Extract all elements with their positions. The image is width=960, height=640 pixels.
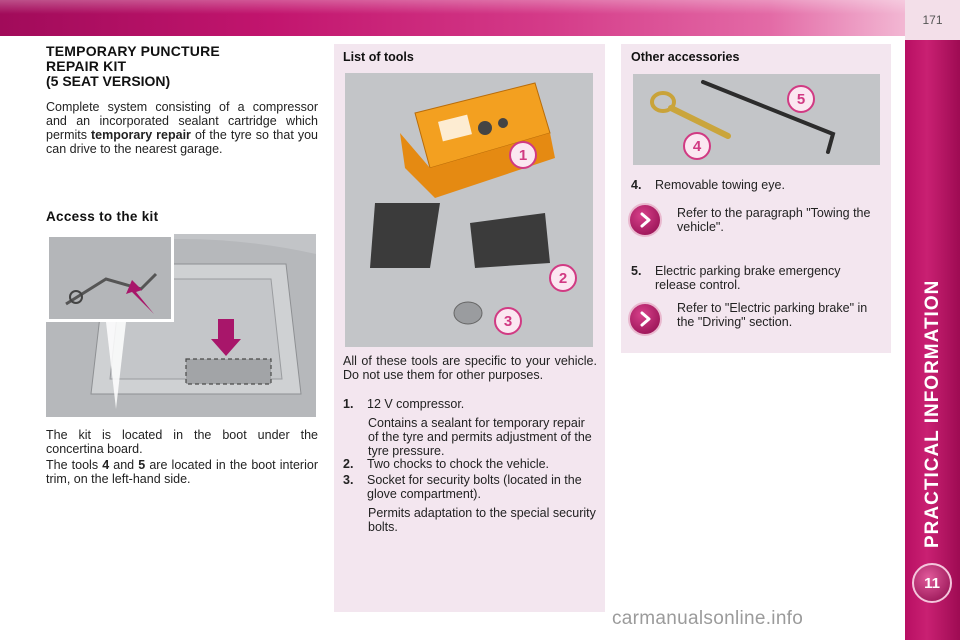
- tools-text-a: The tools: [46, 458, 103, 472]
- tool-3-detail: Permits adaptation to the special security bolts.: [368, 506, 596, 534]
- title-line-2: REPAIR KIT: [46, 58, 127, 74]
- accessory-4-reference: Refer to the paragraph "Towing the vehicle".: [677, 206, 871, 234]
- callout-3: 3: [503, 313, 513, 330]
- boot-location-text: The kit is located in the boot under the concertina board.: [46, 428, 318, 456]
- tool-3-num: 3.: [343, 473, 354, 487]
- tools-num-4: 4: [102, 458, 110, 472]
- accessory-5-reference: Refer to "Electric parking brake" in the "Driving" section.: [677, 301, 868, 329]
- intro-text-a: Complete system consisting of a compressor and an incorporated sealant cartridge which permits: [46, 100, 318, 142]
- page-number-box: [905, 0, 960, 40]
- accessory-item-4: [631, 178, 883, 192]
- accessory-4-label: Removable towing eye.: [655, 178, 785, 192]
- page-number: 171: [922, 13, 943, 27]
- header-band: [0, 0, 905, 36]
- intro-paragraph: [46, 100, 318, 156]
- section-title: [46, 44, 318, 89]
- reference-arrow-icon: [628, 302, 662, 336]
- access-heading: Access to the kit: [46, 209, 159, 224]
- intro-text-b: of the tyre so that you can drive to the nearest garage.: [46, 128, 318, 156]
- tool-2-label: Two chocks to chock the vehicle.: [367, 457, 550, 471]
- tools-photo: [345, 73, 593, 347]
- tool-item-2: [343, 457, 597, 471]
- accessories-photo: [633, 74, 880, 165]
- chapter-title: PRACTICAL INFORMATION: [922, 279, 943, 548]
- tools-list-heading: List of tools: [343, 50, 414, 64]
- accessory-4-num: 4.: [631, 178, 642, 192]
- accessories-heading: Other accessories: [631, 50, 740, 64]
- callout-1: 1: [518, 147, 528, 164]
- accessory-5-label: Electric parking brake emergency release control.: [655, 264, 841, 292]
- watermark: carmanualsonline.info: [612, 608, 804, 629]
- tool-2-num: 2.: [343, 457, 354, 471]
- title-subtitle: (5 SEAT VERSION): [46, 73, 171, 89]
- tool-3-label: Socket for security bolts (located in the glove compartment).: [367, 473, 582, 501]
- title-line-1: TEMPORARY PUNCTURE: [46, 43, 220, 59]
- tool-1-label: 12 V compressor.: [367, 397, 465, 411]
- chapter-number-badge: [912, 563, 952, 603]
- tools-text-c: are located in the boot interior trim, on the left-hand side.: [46, 458, 318, 486]
- callout-5: 5: [796, 91, 806, 108]
- callout-2: 2: [558, 270, 568, 287]
- chapter-number: 11: [924, 574, 940, 592]
- tool-item-1: [343, 397, 597, 458]
- tool-1-num: 1.: [343, 397, 354, 411]
- reference-arrow-icon: [628, 203, 662, 237]
- tools-location-text: [46, 458, 318, 486]
- boot-photo: [46, 234, 316, 417]
- tools-intro: All of these tools are specific to your vehicle. Do not use them for other purposes.: [343, 354, 597, 382]
- tool-item-3: [343, 473, 597, 534]
- callout-4: 4: [692, 138, 702, 155]
- tool-1-detail: Contains a sealant for temporary repair of the tyre and permits adjustment of the tyre pressure.: [368, 416, 592, 458]
- accessory-item-5: [631, 264, 883, 292]
- intro-bold: temporary repair: [91, 128, 191, 142]
- tools-text-b: and: [109, 458, 139, 472]
- accessory-5-num: 5.: [631, 264, 642, 278]
- tools-num-5: 5: [138, 458, 146, 472]
